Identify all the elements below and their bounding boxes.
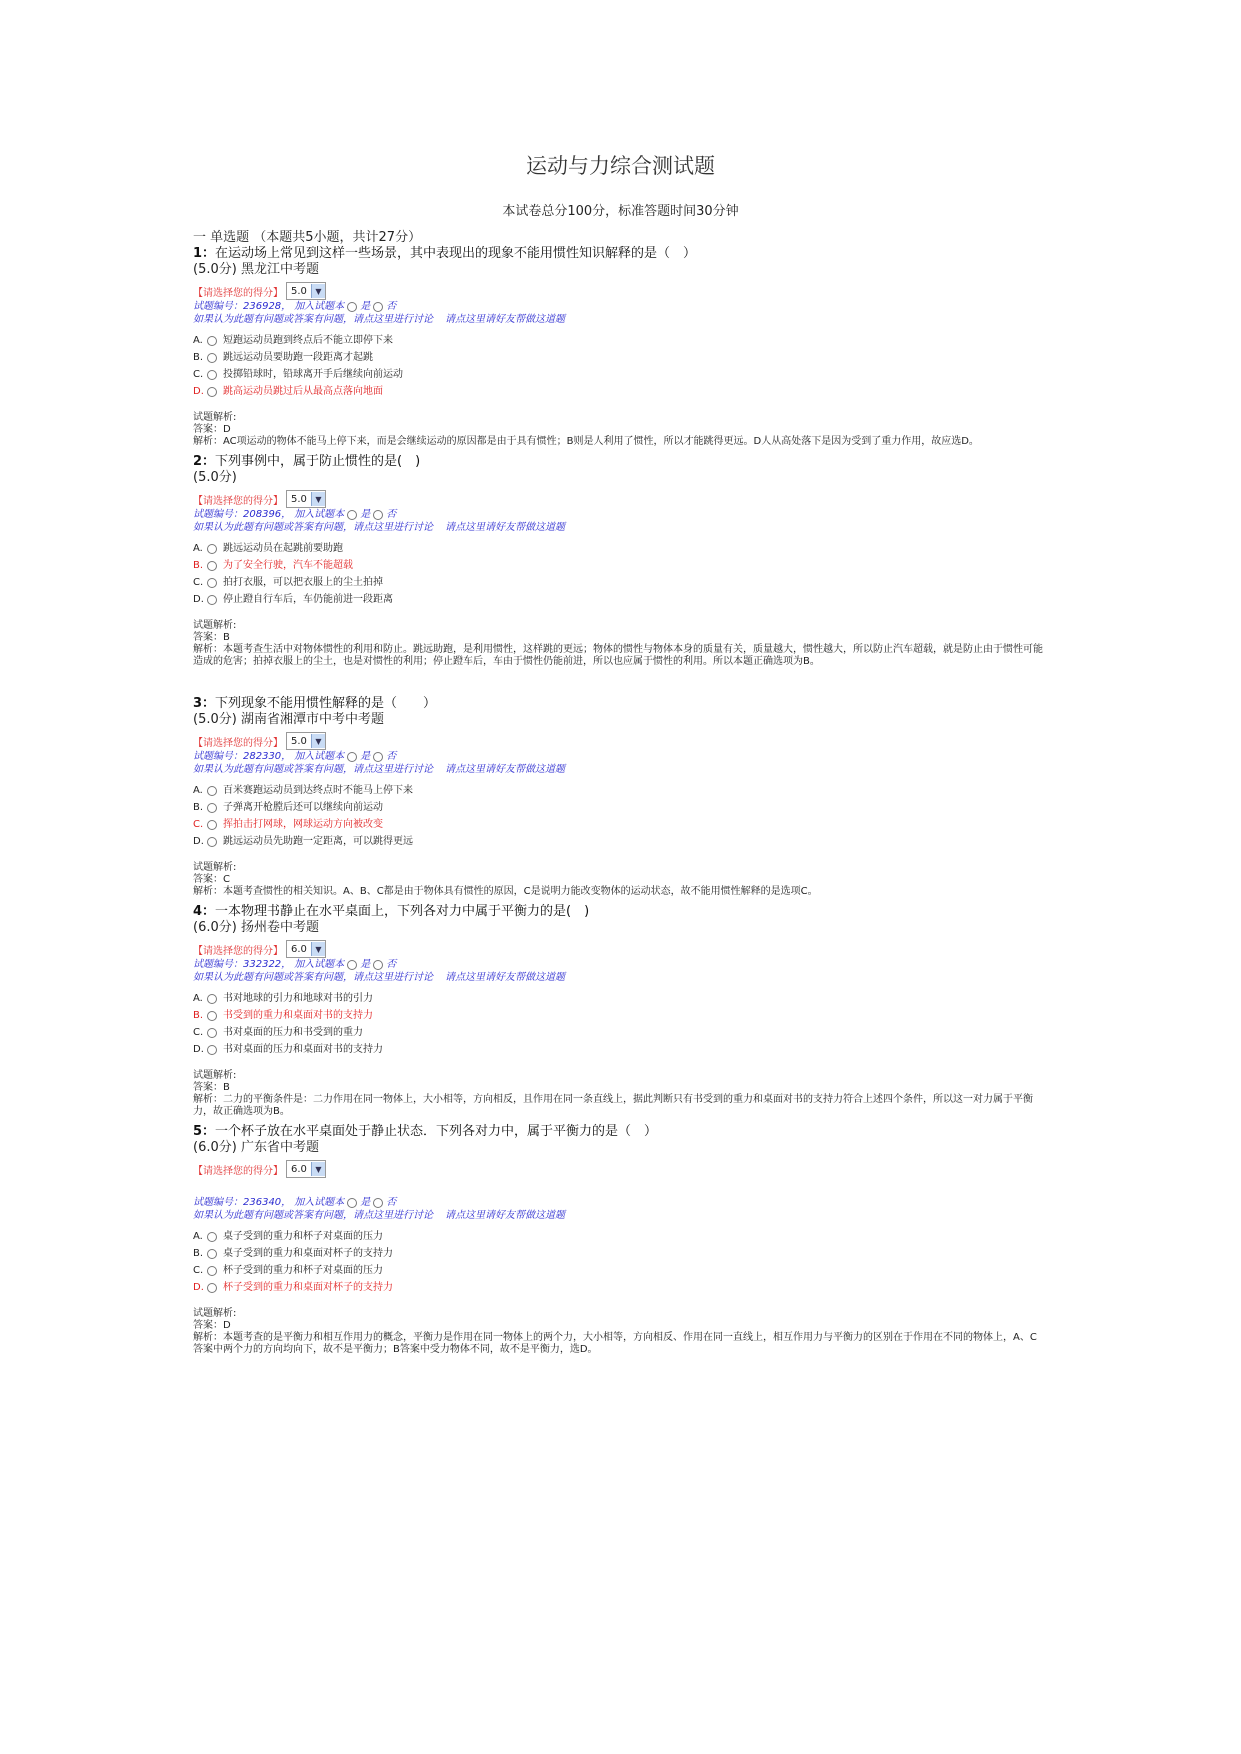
option-item[interactable]: [193, 383, 1043, 400]
question-meta: (5.0分): [193, 470, 237, 485]
yes-label: 是: [360, 301, 371, 312]
option-radio[interactable]: [207, 595, 217, 605]
option-item[interactable]: [193, 574, 1043, 591]
option-item[interactable]: [193, 782, 1043, 799]
option-letter: B.: [193, 1248, 204, 1259]
question-id: 试题编号：282330，: [193, 751, 292, 762]
question-id-row: [193, 750, 1043, 763]
option-text: 为了安全行驶，汽车不能超载: [223, 560, 353, 571]
add-to-notebook-label: 加入试题本: [294, 751, 345, 762]
option-item[interactable]: [193, 366, 1043, 383]
option-item[interactable]: [193, 332, 1043, 349]
question-number: 5：: [193, 1124, 216, 1139]
question: [193, 1124, 1043, 1356]
question-number: 2：: [193, 454, 216, 469]
option-text: 停止蹬自行车后，车仍能前进一段距离: [223, 594, 393, 605]
score-select[interactable]: [286, 282, 326, 300]
analysis-label: 试题解析:: [193, 1308, 237, 1319]
option-item[interactable]: [193, 1245, 1043, 1262]
explain-text: 解析：本题考查的是平衡力和相互作用力的概念，平衡力是作用在同一物体上的两个力，大小相等，方向相反、作用在同一直线上，相互作用力与平衡力的区别在于作用在不同的物体上，A、C答案中两个力的方向均向下，故不是平衡力；B答案中受力物体不同，故不是平衡力，选D。: [193, 1332, 1037, 1355]
question: [193, 246, 1043, 448]
option-item[interactable]: [193, 799, 1043, 816]
yes-label: 是: [360, 1197, 371, 1208]
score-prompt: 【请选择您的得分】: [193, 945, 283, 957]
question-info: [193, 508, 1043, 534]
answer-text: 答案：B: [193, 632, 230, 643]
option-letter: D.: [193, 594, 204, 605]
no-label: 否: [386, 301, 397, 312]
option-list: [193, 332, 1043, 400]
question-number: 1：: [193, 246, 216, 261]
question-text: 下列现象不能用惯性解释的是（ ）: [215, 696, 437, 711]
option-item[interactable]: [193, 349, 1043, 366]
option-radio[interactable]: [207, 786, 217, 796]
analysis-label: 试题解析:: [193, 862, 237, 873]
option-letter: A.: [193, 543, 203, 554]
question-id-row: [193, 958, 1043, 971]
score-select[interactable]: [286, 490, 326, 508]
option-radio[interactable]: [207, 544, 217, 554]
chevron-down-icon: ▼: [311, 734, 325, 748]
question-title: [193, 1124, 1043, 1140]
question-id-row: [193, 1196, 1043, 1209]
question-meta: (6.0分) 扬州卷中考题: [193, 920, 319, 935]
option-letter: A.: [193, 335, 203, 346]
ask-friend-link[interactable]: 请点这里请好友帮做这道题: [445, 972, 565, 983]
chevron-down-icon: ▼: [311, 492, 325, 506]
option-text: 书对地球的引力和地球对书的引力: [223, 993, 373, 1004]
add-to-notebook-label: 加入试题本: [294, 1197, 345, 1208]
score-prompt: 【请选择您的得分】: [193, 287, 283, 299]
option-item[interactable]: [193, 591, 1043, 608]
option-letter: D.: [193, 836, 204, 847]
question-analysis: [193, 620, 1043, 668]
question-analysis: [193, 412, 1043, 448]
score-prompt: 【请选择您的得分】: [193, 495, 283, 507]
add-yes-radio[interactable]: [347, 302, 357, 312]
option-text: 投掷铅球时，铅球离开手后继续向前运动: [223, 369, 403, 380]
explain-text: 解析：AC项运动的物体不能马上停下来，而是会继续运动的原因都是由于具有惯性；B则是人利用了惯性，所以才能跳得更远。D人从高处落下是因为受到了重力作用，故应选D。: [193, 436, 979, 447]
question-number: 4：: [193, 904, 216, 919]
question-links: [193, 971, 1043, 984]
report-problem-link[interactable]: 如果认为此题有问题或答案有问题，请点这里进行讨论: [193, 972, 433, 983]
question-id: 试题编号：332322，: [193, 959, 292, 970]
option-letter: C.: [193, 577, 204, 588]
question: [193, 904, 1043, 1118]
option-item[interactable]: [193, 833, 1043, 850]
section-heading: 一 单选题 （本题共5小题，共计27分）: [193, 230, 422, 245]
question-text: 下列事例中，属于防止惯性的是( ): [215, 454, 421, 469]
option-radio[interactable]: [207, 994, 217, 1004]
option-item[interactable]: [193, 1228, 1043, 1245]
score-value: 6.0: [291, 943, 307, 955]
score-value: 5.0: [291, 735, 307, 747]
page-title: 运动与力综合测试题: [526, 154, 715, 178]
option-radio[interactable]: [207, 336, 217, 346]
option-text: 跳远运动员先助跑一定距离，可以跳得更远: [223, 836, 413, 847]
chevron-down-icon: ▼: [311, 284, 325, 298]
report-problem-link[interactable]: 如果认为此题有问题或答案有问题，请点这里进行讨论: [193, 764, 433, 775]
option-radio[interactable]: [207, 1283, 217, 1293]
question-analysis: [193, 1070, 1043, 1118]
question-id-row: [193, 508, 1043, 521]
option-text: 桌子受到的重力和杯子对桌面的压力: [223, 1231, 383, 1242]
report-problem-link[interactable]: 如果认为此题有问题或答案有问题，请点这里进行讨论: [193, 314, 433, 325]
score-select[interactable]: [286, 732, 326, 750]
add-no-radio[interactable]: [373, 752, 383, 762]
option-item[interactable]: [193, 1007, 1043, 1024]
question-info: [193, 1196, 1043, 1222]
report-problem-link[interactable]: 如果认为此题有问题或答案有问题，请点这里进行讨论: [193, 1210, 433, 1221]
score-value: 5.0: [291, 285, 307, 297]
add-no-radio[interactable]: [373, 960, 383, 970]
analysis-label: 试题解析:: [193, 620, 237, 631]
no-label: 否: [386, 751, 397, 762]
question-info: [193, 750, 1043, 776]
question-text: 在运动场上常见到这样一些场景，其中表现出的现象不能用惯性知识解释的是（ ）: [215, 246, 697, 261]
option-radio[interactable]: [207, 387, 217, 397]
yes-label: 是: [360, 751, 371, 762]
ask-friend-link[interactable]: 请点这里请好友帮做这道题: [445, 1210, 565, 1221]
option-text: 子弹离开枪膛后还可以继续向前运动: [223, 802, 383, 813]
score-row: [193, 940, 1043, 958]
add-no-radio[interactable]: [373, 510, 383, 520]
option-radio[interactable]: [207, 370, 217, 380]
option-list: [193, 990, 1043, 1058]
option-letter: A.: [193, 993, 203, 1004]
question-id: 试题编号：236928，: [193, 301, 292, 312]
score-row: [193, 490, 1043, 508]
option-letter: A.: [193, 1231, 203, 1242]
score-value: 5.0: [291, 493, 307, 505]
option-radio[interactable]: [207, 1232, 217, 1242]
question: [193, 696, 1043, 898]
question-list: [193, 246, 1043, 1356]
option-letter: B.: [193, 560, 204, 571]
explain-text: 解析：二力的平衡条件是：二力作用在同一物体上，大小相等，方向相反，且作用在同一条直线上，据此判断只有书受到的重力和桌面对书的支持力符合上述四个条件，所以这一对力属于平衡力，故正确选项为B。: [193, 1094, 1033, 1117]
exam-content: [193, 230, 1043, 1362]
question-title: [193, 246, 1043, 262]
question-title: [193, 696, 1043, 712]
ask-friend-link[interactable]: 请点这里请好友帮做这道题: [445, 764, 565, 775]
option-item[interactable]: [193, 540, 1043, 557]
analysis-label: 试题解析:: [193, 412, 237, 423]
question-id: 试题编号：236340，: [193, 1197, 292, 1208]
option-text: 杯子受到的重力和杯子对桌面的压力: [223, 1265, 383, 1276]
answer-text: 答案：D: [193, 1320, 231, 1331]
option-text: 挥拍击打网球，网球运动方向被改变: [223, 819, 383, 830]
chevron-down-icon: ▼: [311, 1162, 325, 1176]
question-links: [193, 1209, 1043, 1222]
option-letter: D.: [193, 1044, 204, 1055]
option-text: 书受到的重力和桌面对书的支持力: [223, 1010, 373, 1021]
no-label: 否: [386, 509, 397, 520]
option-radio[interactable]: [207, 561, 217, 571]
option-letter: B.: [193, 352, 204, 363]
yes-label: 是: [360, 509, 371, 520]
option-radio[interactable]: [207, 578, 217, 588]
question-text: 一个杯子放在水平桌面处于静止状态．下列各对力中，属于平衡力的是（ ）: [215, 1124, 658, 1139]
score-prompt: 【请选择您的得分】: [193, 1165, 283, 1177]
question-id-row: [193, 300, 1043, 313]
option-text: 跳远运动员在起跳前要助跑: [223, 543, 343, 554]
add-yes-radio[interactable]: [347, 510, 357, 520]
question-info: [193, 300, 1043, 326]
question-links: [193, 763, 1043, 776]
option-text: 拍打衣服，可以把衣服上的尘土拍掉: [223, 577, 383, 588]
option-letter: A.: [193, 785, 203, 796]
add-no-radio[interactable]: [373, 1198, 383, 1208]
question-title: [193, 454, 1043, 470]
question-meta: (5.0分) 黑龙江中考题: [193, 262, 319, 277]
option-radio[interactable]: [207, 837, 217, 847]
option-radio[interactable]: [207, 1045, 217, 1055]
option-text: 桌子受到的重力和桌面对杯子的支持力: [223, 1248, 393, 1259]
explain-text: 解析：本题考查惯性的相关知识。A、B、C都是由于物体具有惯性的原因，C是说明力能改变物体的运动状态，故不能用惯性解释的是选项C。: [193, 886, 818, 897]
score-row: [193, 1160, 1043, 1178]
option-text: 杯子受到的重力和桌面对杯子的支持力: [223, 1282, 393, 1293]
add-yes-radio[interactable]: [347, 1198, 357, 1208]
ask-friend-link[interactable]: 请点这里请好友帮做这道题: [445, 522, 565, 533]
question-links: [193, 521, 1043, 534]
question-links: [193, 313, 1043, 326]
score-row: [193, 282, 1043, 300]
score-row: [193, 732, 1043, 750]
option-radio[interactable]: [207, 820, 217, 830]
question-title: [193, 904, 1043, 920]
option-list: [193, 1228, 1043, 1296]
question-number: 3：: [193, 696, 216, 711]
score-select[interactable]: [286, 940, 326, 958]
question-meta: (6.0分) 广东省中考题: [193, 1140, 319, 1155]
page-subtitle: 本试卷总分100分，标准答题时间30分钟: [502, 204, 739, 219]
report-problem-link[interactable]: 如果认为此题有问题或答案有问题，请点这里进行讨论: [193, 522, 433, 533]
option-letter: C.: [193, 1265, 204, 1276]
option-radio[interactable]: [207, 1266, 217, 1276]
answer-text: 答案：C: [193, 874, 230, 885]
score-prompt: 【请选择您的得分】: [193, 737, 283, 749]
option-text: 跳远运动员要助跑一段距离才起跳: [223, 352, 373, 363]
option-text: 书对桌面的压力和书受到的重力: [223, 1027, 363, 1038]
option-item[interactable]: [193, 1024, 1043, 1041]
option-letter: B.: [193, 1010, 204, 1021]
option-text: 短跑运动员跑到终点后不能立即停下来: [223, 335, 393, 346]
ask-friend-link[interactable]: 请点这里请好友帮做这道题: [445, 314, 565, 325]
option-item[interactable]: [193, 1041, 1043, 1058]
option-letter: C.: [193, 369, 204, 380]
option-item[interactable]: [193, 557, 1043, 574]
no-label: 否: [386, 1197, 397, 1208]
add-to-notebook-label: 加入试题本: [294, 959, 345, 970]
option-letter: D.: [193, 1282, 204, 1293]
add-no-radio[interactable]: [373, 302, 383, 312]
score-value: 6.0: [291, 1163, 307, 1175]
option-text: 书对桌面的压力和桌面对书的支持力: [223, 1044, 383, 1055]
question-meta: (5.0分) 湖南省湘潭市中考中考题: [193, 712, 384, 727]
analysis-label: 试题解析:: [193, 1070, 237, 1081]
score-select[interactable]: [286, 1160, 326, 1178]
question-analysis: [193, 862, 1043, 898]
option-letter: C.: [193, 819, 204, 830]
question-info: [193, 958, 1043, 984]
option-radio[interactable]: [207, 803, 217, 813]
question-id: 试题编号：208396，: [193, 509, 292, 520]
no-label: 否: [386, 959, 397, 970]
option-letter: D.: [193, 386, 204, 397]
question: [193, 454, 1043, 668]
option-item[interactable]: [193, 1262, 1043, 1279]
add-to-notebook-label: 加入试题本: [294, 509, 345, 520]
question-analysis: [193, 1308, 1043, 1356]
option-text: 跳高运动员跳过后从最高点落向地面: [223, 386, 383, 397]
chevron-down-icon: ▼: [311, 942, 325, 956]
option-letter: B.: [193, 802, 204, 813]
option-item[interactable]: [193, 816, 1043, 833]
answer-text: 答案：B: [193, 1082, 230, 1093]
add-to-notebook-label: 加入试题本: [294, 301, 345, 312]
option-letter: C.: [193, 1027, 204, 1038]
option-radio[interactable]: [207, 1011, 217, 1021]
question-text: 一本物理书静止在水平桌面上，下列各对力中属于平衡力的是( ): [215, 904, 590, 919]
yes-label: 是: [360, 959, 371, 970]
option-radio[interactable]: [207, 353, 217, 363]
answer-text: 答案：D: [193, 424, 231, 435]
spacer: [193, 1178, 1043, 1196]
option-radio[interactable]: [207, 1249, 217, 1259]
add-yes-radio[interactable]: [347, 960, 357, 970]
option-item[interactable]: [193, 1279, 1043, 1296]
option-list: [193, 782, 1043, 850]
option-list: [193, 540, 1043, 608]
add-yes-radio[interactable]: [347, 752, 357, 762]
option-radio[interactable]: [207, 1028, 217, 1038]
option-item[interactable]: [193, 990, 1043, 1007]
explain-text: 解析：本题考查生活中对物体惯性的利用和防止。跳远助跑，是利用惯性，这样跳的更远；物体的惯性与物体本身的质量有关，质量越大，惯性越大，所以防止汽车超载，就是防止由于惯性可能造成的危害；拍掉衣服上的尘土，也是对惯性的利用；停止蹬车后，车由于惯性仍能前进，所以也应属于惯性的利用。所以本题正确选项为B。: [193, 644, 1043, 667]
option-text: 百米赛跑运动员到达终点时不能马上停下来: [223, 785, 413, 796]
